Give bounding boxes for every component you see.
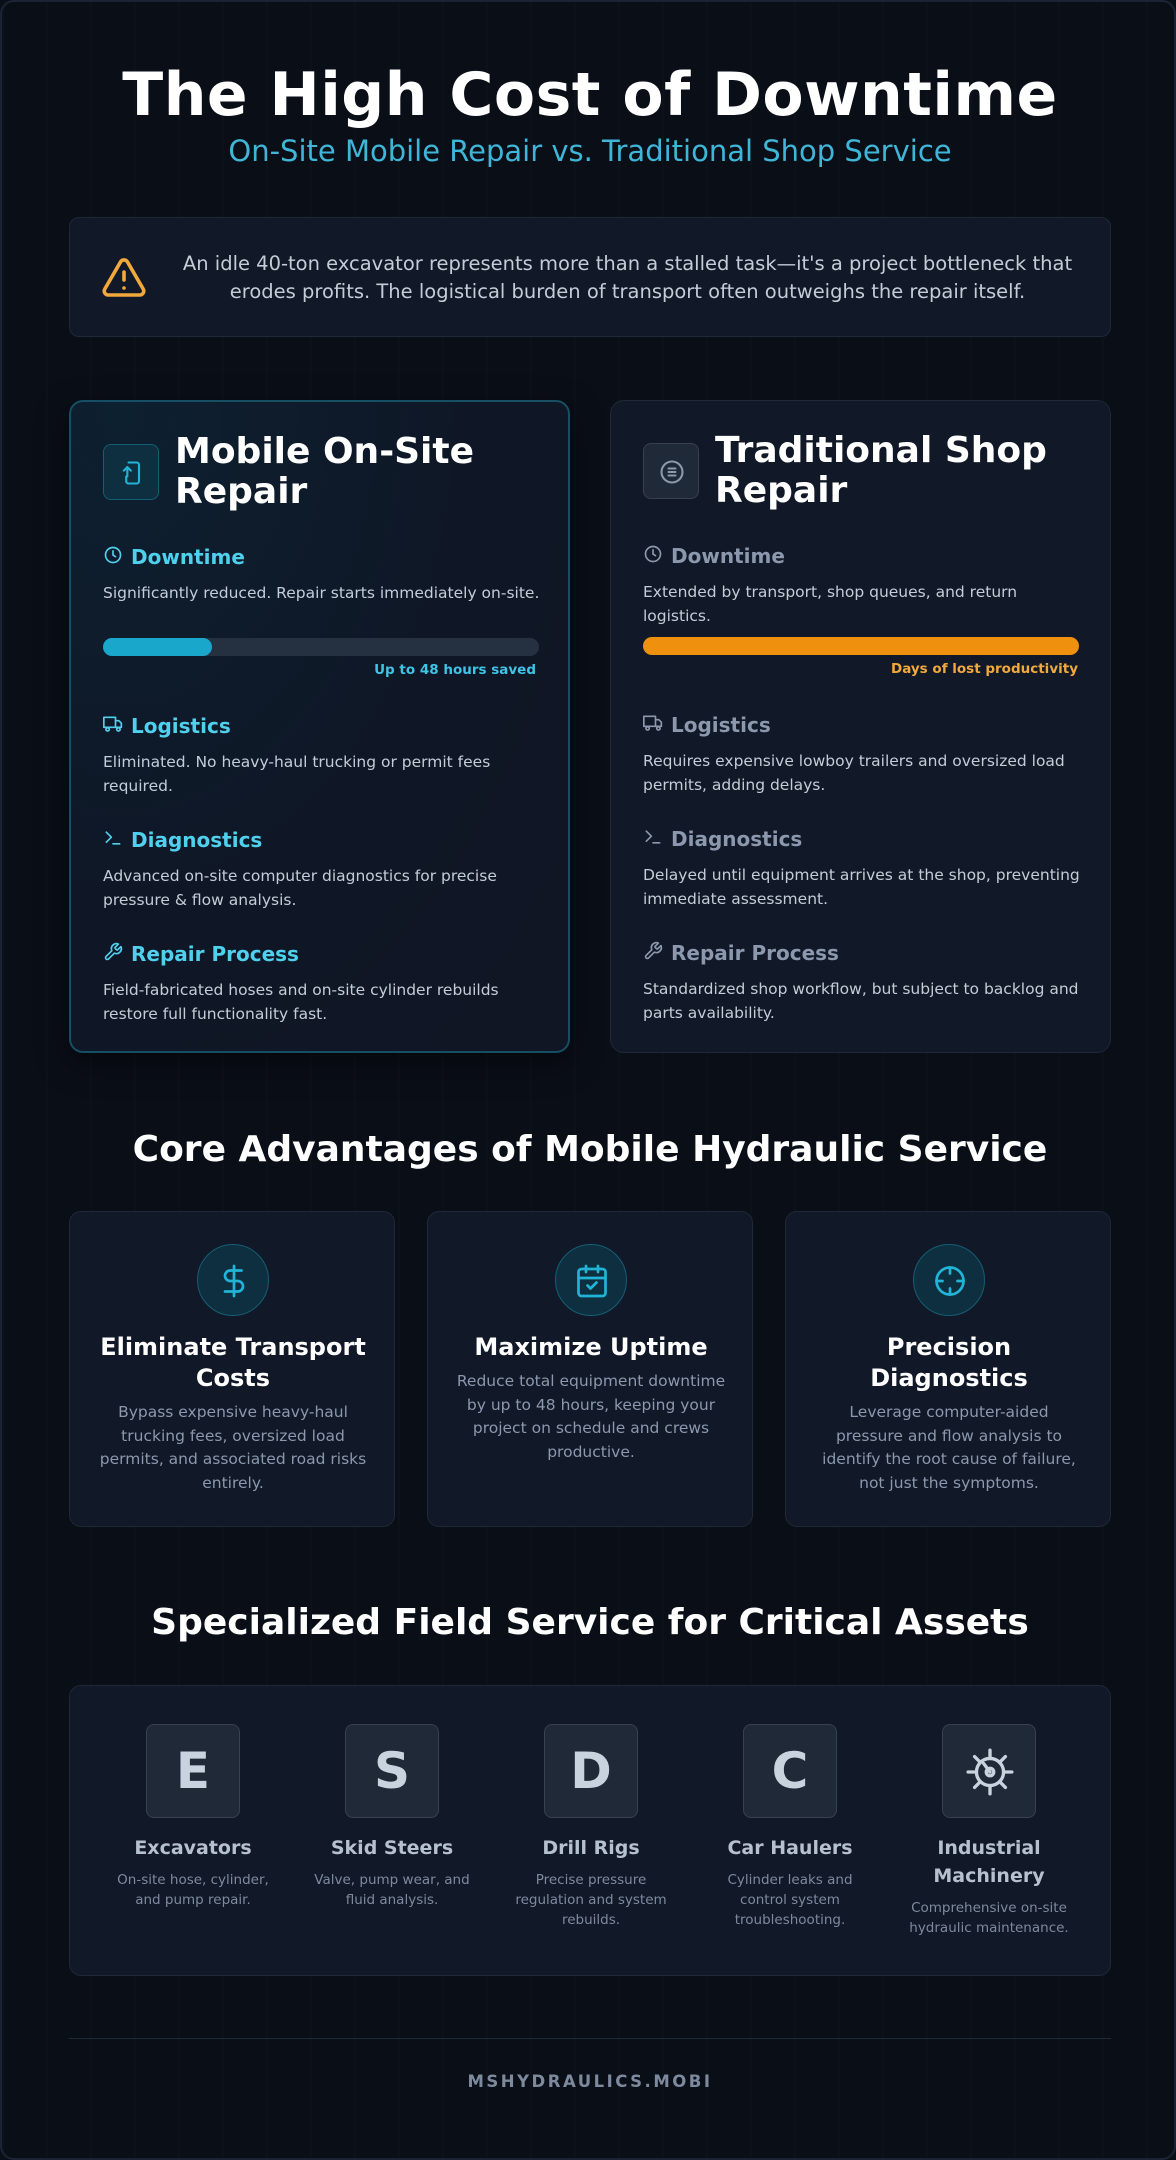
advantage-title: Maximize Uptime [474,1333,708,1361]
feature-desc: Delayed until equipment arrives at the shop, preventing immediate assessment. [643,866,1080,908]
asset-letter-badge: E [146,1724,240,1818]
advantage-desc: Leverage computer-aided pressure and flow analysis to identify the root cause of failure, not just the symptoms. [822,1403,1076,1492]
shop-repair-card [610,400,1111,1053]
feature-label: Logistics [671,713,771,737]
advantage-desc: Reduce total equipment downtime by up to 48 hours, keeping your project on schedule and crews productive. [456,1372,726,1461]
feature-label: Repair Process [131,942,299,966]
card-title: Traditional Shop Repair [715,430,1047,511]
truck-icon [643,713,663,738]
advantages-title: Core Advantages of Mobile Hydraulic Service [132,1129,1048,1170]
asset-name: Industrial Machinery [933,1837,1045,1887]
page-subtitle: On-Site Mobile Repair vs. Traditional Shop Service [228,134,952,168]
advantage-title: Eliminate Transport Costs [100,1333,366,1392]
feature-desc: Extended by transport, shop queues, and return logistics. [643,583,1018,625]
feature-label: Downtime [671,544,785,568]
advantage-card [69,1211,395,1527]
bar-label: Days of lost productivity [890,661,1078,677]
calendar-check-icon [555,1244,627,1316]
clock-icon [103,545,123,570]
feature-label: Downtime [131,545,245,569]
dollar-icon [197,1244,269,1316]
mobile-device-icon [103,444,159,500]
advantage-card [785,1211,1111,1527]
asset-letter-badge: D [544,1724,638,1818]
feature-desc: Standardized shop workflow, but subject to backlog and parts availability. [643,980,1079,1022]
repair-process-section [103,941,543,1026]
footer-divider [69,2038,1111,2039]
asset-letter-badge: S [345,1724,439,1818]
feature-desc: Requires expensive lowboy trailers and oversized load permits, adding delays. [643,752,1065,794]
feature-desc: Advanced on-site computer diagnostics for precise pressure & flow analysis. [103,867,497,909]
asset-desc: Cylinder leaks and control system troubleshooting. [727,1872,853,1928]
diagnostics-section [643,826,1083,911]
asset-desc: Valve, pump wear, and fluid analysis. [314,1872,470,1908]
page-title: The High Cost of Downtime [122,60,1058,130]
asset-desc: Precise pressure regulation and system rebuilds. [515,1872,667,1928]
downtime-section [643,543,1083,628]
asset-name: Skid Steers [330,1837,454,1859]
crosshair-icon [913,1244,985,1316]
bar-label: Up to 48 hours saved [374,662,536,678]
alert-banner [69,217,1111,337]
asset-name: Excavators [134,1837,252,1859]
feature-label: Repair Process [671,941,839,965]
assets-title: Specialized Field Service for Critical Assets [151,1602,1029,1643]
truck-icon [103,714,123,739]
downtime-section [103,544,543,606]
clock-icon [643,544,663,569]
logistics-section [103,713,543,798]
feature-desc: Significantly reduced. Repair starts immediately on-site. [103,584,540,602]
progress-fill [643,637,1079,655]
mobile-repair-card [69,400,570,1053]
feature-label: Logistics [131,714,231,738]
shop-list-icon [643,443,699,499]
wrench-icon [643,941,663,966]
asset-desc: Comprehensive on-site hydraulic maintenance. [909,1900,1069,1936]
warning-triangle-icon [100,254,148,302]
assets-panel [69,1685,1111,1976]
gear-icon [942,1724,1036,1818]
downtime-progress-bar [103,638,539,656]
advantage-title: Precision Diagnostics [870,1333,1028,1392]
card-title: Mobile On-Site Repair [175,431,475,512]
diagnostics-section [103,827,543,912]
feature-desc: Eliminated. No heavy-haul trucking or permit fees required. [103,753,491,795]
asset-desc: On-site hose, cylinder, and pump repair. [117,1872,269,1908]
asset-name: Car Haulers [727,1837,853,1859]
asset-letter-badge: C [743,1724,837,1818]
downtime-progress-bar [643,637,1079,655]
footer-site-link[interactable]: MSHYDRAULICS.MOBI [467,2072,713,2091]
terminal-icon [643,827,663,852]
progress-fill [103,638,212,656]
logistics-section [643,712,1083,797]
feature-label: Diagnostics [131,828,263,852]
repair-process-section [643,940,1083,1025]
advantage-desc: Bypass expensive heavy-haul trucking fees, oversized load permits, and associated road risks entirely. [99,1403,367,1492]
feature-label: Diagnostics [671,827,803,851]
feature-desc: Field-fabricated hoses and on-site cylinder rebuilds restore full functionality fast. [103,981,499,1023]
wrench-icon [103,942,123,967]
terminal-icon [103,828,123,853]
asset-name: Drill Rigs [542,1837,640,1859]
alert-text: An idle 40-ton excavator represents more than a stalled task—it's a project bottleneck that erodes profits. The logistical burden of transport often outweighs the repair itself. [182,252,1073,303]
advantage-card [427,1211,753,1527]
